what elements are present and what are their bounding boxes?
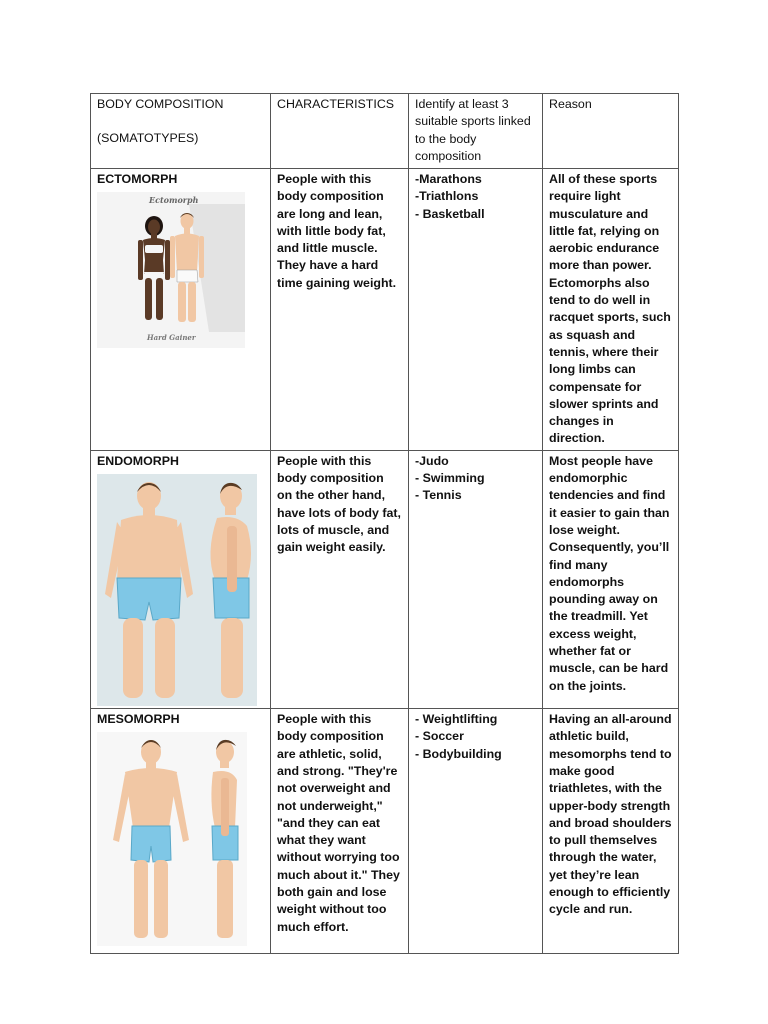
table-row: [91, 450, 679, 708]
reason-cell: Most people have endomorphic tendencies and find it easier to gain than lose weight. Consequently, you’ll find many endomorphs pounding away on the treadmill. Yet excess weight, whether fat or muscle, can be hard on the joints.: [543, 450, 679, 708]
type-cell: [91, 709, 271, 954]
type-label: ECTOMORPH: [97, 172, 178, 186]
header-body-composition-label: BODY COMPOSITION: [97, 97, 224, 111]
header-somatotypes-label: (SOMATOTYPES): [97, 131, 199, 146]
sport-item: - Weightlifting: [415, 712, 498, 727]
sport-item: - Swimming: [415, 471, 485, 486]
mesomorph-illustration: [97, 732, 247, 946]
sport-item: -Judo: [415, 453, 449, 468]
characteristics-cell: People with this body composition are athletic, solid, and strong. "They're not overweight and not underweight," "and they can eat what they want without worrying too much about it." They both gain and lose weight without too much effort.: [271, 709, 409, 954]
sport-item: - Basketball: [415, 206, 485, 221]
type-label: ENDOMORPH: [97, 453, 179, 468]
sport-item: - Bodybuilding: [415, 746, 502, 761]
type-cell: [91, 169, 271, 451]
ectomorph-caption-bottom: Hard Gainer: [147, 333, 196, 343]
sport-item: -Triathlons: [415, 189, 479, 204]
ectomorph-illustration: [97, 192, 245, 348]
sport-item: - Soccer: [415, 729, 464, 744]
reason-cell: All of these sports require light musculature and little fat, relying on aerobic endurance more than power. Ectomorphs also tend to do well in racquet sports, such as squash and tennis, where their long limbs can compensate for slower sprints and changes in direction.: [543, 169, 679, 451]
sports-cell: [409, 169, 543, 451]
characteristics-cell: People with this body composition are long and lean, with little body fat, and little muscle. They have a hard time gaining weight.: [271, 169, 409, 451]
table-row: [91, 169, 679, 451]
reason-cell: Having an all-around athletic build, mesomorphs tend to make good triathletes, with the upper-body strength and broad shoulders to pull themselves through the water, yet they’re lean enough to efficiently cycle and run.: [543, 709, 679, 954]
sports-cell: [409, 709, 543, 954]
endomorph-illustration: [97, 474, 257, 706]
table-header-row: [91, 94, 679, 169]
sport-item: -Marathons: [415, 172, 482, 186]
sports-cell: [409, 450, 543, 708]
header-reason: Reason: [543, 94, 679, 169]
ectomorph-caption-top: Ectomorph: [149, 195, 199, 206]
type-cell: [91, 450, 271, 708]
header-sports: Identify at least 3 suitable sports linked to the body composition: [409, 94, 543, 169]
header-body-composition: [91, 94, 271, 169]
header-characteristics: CHARACTERISTICS: [271, 94, 409, 169]
sport-item: - Tennis: [415, 488, 462, 503]
table-row: [91, 709, 679, 954]
somatotype-table: [90, 93, 679, 954]
type-label: MESOMORPH: [97, 712, 180, 727]
characteristics-cell: People with this body composition on the other hand, have lots of body fat, lots of muscle, and gain weight easily.: [271, 450, 409, 708]
